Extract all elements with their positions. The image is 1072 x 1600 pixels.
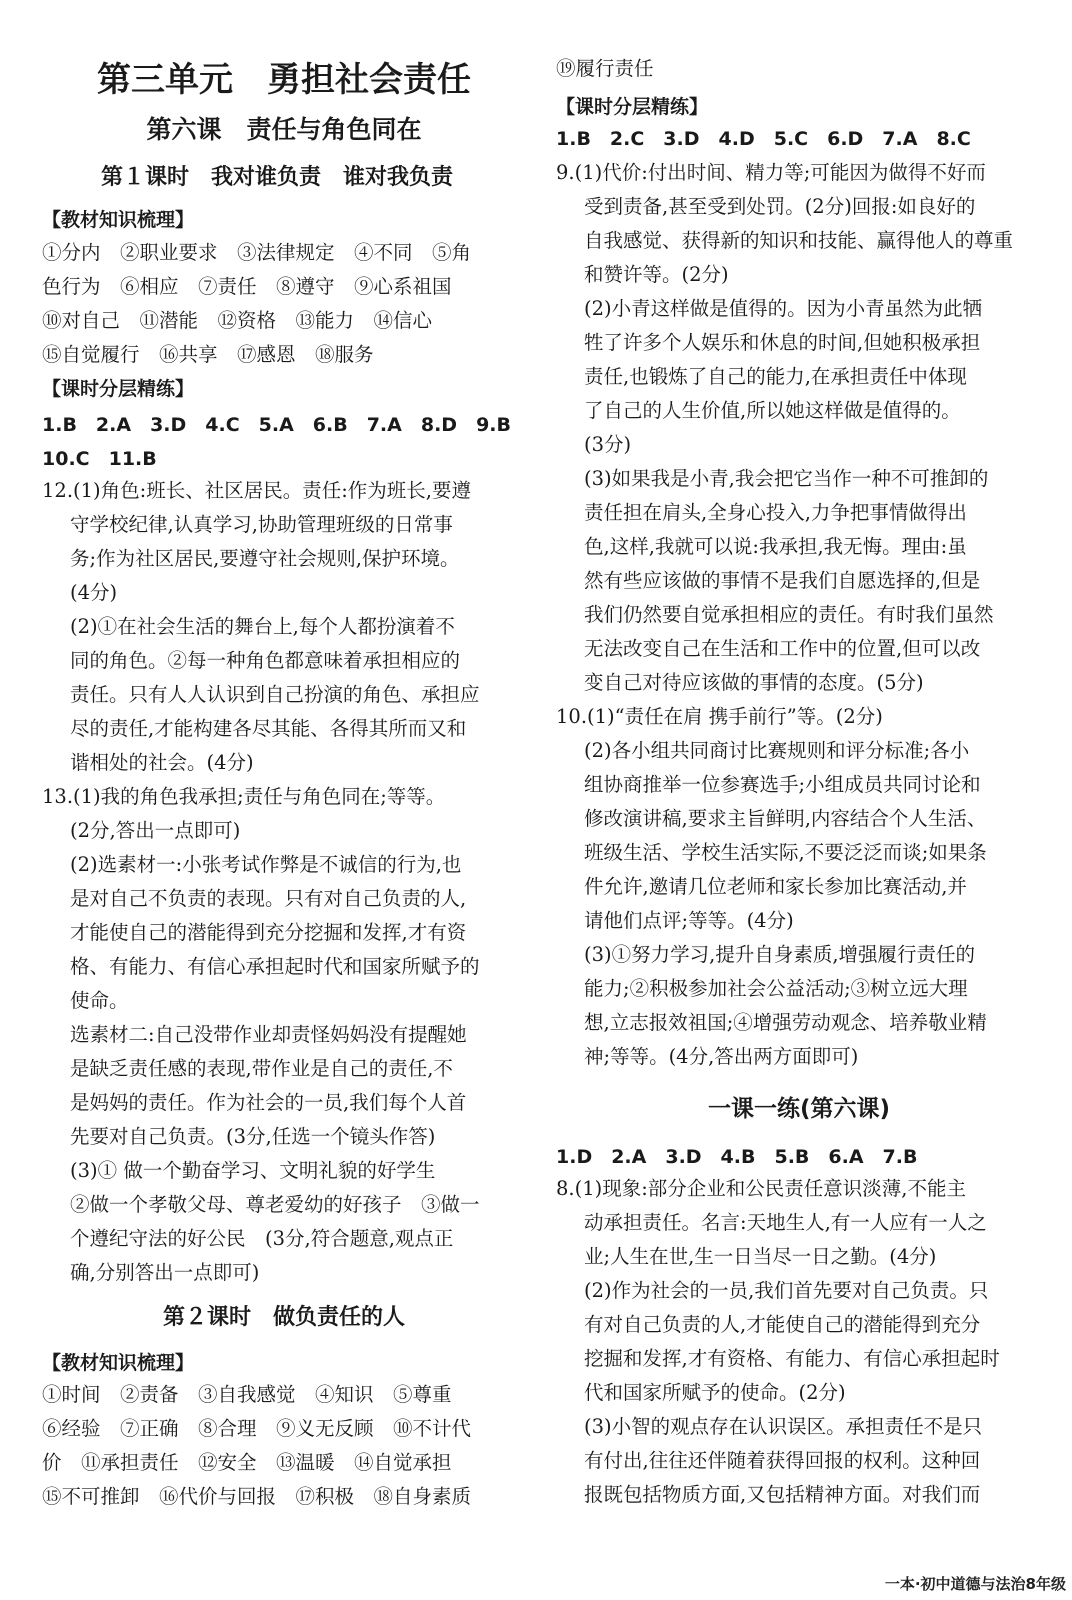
text-line: 受到责备,甚至受到处罚。(2分)回报:如良好的 [584, 195, 976, 218]
text-line: 有对自己负责的人,才能使自己的潜能得到充分 [584, 1313, 981, 1336]
answer-line: 10.C 11.B [42, 448, 157, 470]
text-line: 选素材二:自己没带作业却责怪妈妈没有提醒她 [70, 1023, 467, 1046]
practice-title: 一课一练(第六课) [707, 1096, 891, 1122]
text-line: 然有些应该做的事情不是我们自愿选择的,但是 [584, 569, 981, 592]
text-line: (2)①在社会生活的舞台上,每个人都扮演着不 [70, 615, 455, 638]
text-line: 8.(1)现象:部分企业和公民责任意识淡薄,不能主 [556, 1177, 966, 1200]
knowledge-line: ⑮自觉履行 ⑯共享 ⑰感恩 ⑱服务 [42, 343, 374, 366]
text-line: (3分) [584, 433, 632, 456]
text-line: 13.(1)我的角色我承担;责任与角色同在;等等。 [42, 785, 446, 808]
section-heading: 【教材知识梳理】 [42, 1352, 195, 1374]
text-line: 10.(1)“责任在肩 携手前行”等。(2分) [556, 705, 883, 728]
text-line: (3)① 做一个勤奋学习、文明礼貌的好学生 [70, 1159, 436, 1182]
text-line: 9.(1)代价:付出时间、精力等;可能因为做得不好而 [556, 161, 986, 184]
knowledge-line: ⑲履行责任 [556, 57, 654, 80]
period1-title: 第１课时 我对谁负责 谁对我负责 [100, 165, 453, 190]
text-line: 了自己的人生价值,所以她这样做是值得的。 [584, 399, 961, 422]
text-line: (4分) [70, 581, 118, 604]
text-line: 挖掘和发挥,才有资格、有能力、有信心承担起时 [584, 1347, 1000, 1370]
section-heading: 【教材知识梳理】 [42, 209, 195, 231]
text-line: 能力;②积极参加社会公益活动;③树立远大理 [584, 977, 968, 1000]
text-line: 责任,也锻炼了自己的能力,在承担责任中体现 [584, 365, 967, 388]
text-line: 使命。 [70, 989, 129, 1012]
text-line: 无法改变自己在生活和工作中的位置,但可以改 [584, 637, 981, 660]
text-line: 确,分别答出一点即可) [70, 1261, 260, 1284]
text-line: 代和国家所赋予的使命。(2分) [584, 1381, 846, 1404]
text-line: 先要对自己负责。(3分,任选一个镜头作答) [70, 1125, 436, 1148]
text-line: 修改演讲稿,要求主旨鲜明,内容结合个人生活、 [584, 807, 987, 830]
text-line: 报既包括物质方面,又包括精神方面。对我们而 [584, 1483, 981, 1506]
text-line: 守学校纪律,认真学习,协助管理班级的日常事 [70, 513, 453, 536]
text-line: 有付出,往往还伴随着获得回报的权利。这种回 [584, 1449, 981, 1472]
text-line: (3)①努力学习,提升自身素质,增强履行责任的 [584, 943, 976, 966]
lesson-title: 第六课 责任与角色同在 [146, 115, 422, 144]
text-line: 是缺乏责任感的表现,带作业是自己的责任,不 [70, 1057, 453, 1080]
text-line: 个遵纪守法的好公民 (3分,符合题意,观点正 [70, 1227, 454, 1250]
section-heading: 【课时分层精练】 [42, 378, 195, 400]
answer-line: 1.D 2.A 3.D 4.B 5.B 6.A 7.B [556, 1146, 918, 1168]
text-line: 和赞许等。(2分) [584, 263, 729, 286]
text-line: 同的角色。②每一种角色都意味着承担相应的 [70, 649, 461, 672]
knowledge-line: ⑥经验 ⑦正确 ⑧合理 ⑨义无反顾 ⑩不计代 [42, 1417, 472, 1440]
text-line: 才能使自己的潜能得到充分挖掘和发挥,才有资 [70, 921, 467, 944]
text-line: 色,这样,我就可以说:我承担,我无悔。理由:虽 [584, 535, 967, 558]
text-line: 班级生活、学校生活实际,不要泛泛而谈;如果条 [584, 841, 987, 864]
text-line: 牲了许多个人娱乐和休息的时间,但她积极承担 [584, 331, 981, 354]
text-line: 我们仍然要自觉承担相应的责任。有时我们虽然 [584, 603, 994, 626]
knowledge-line: 价 ⑪承担责任 ⑫安全 ⑬温暖 ⑭自觉承担 [42, 1451, 452, 1474]
text-line: 谐相处的社会。(4分) [70, 751, 254, 774]
text-line: 动承担责任。名言:天地生人,有一人应有一人之 [584, 1211, 987, 1234]
text-line: 件允许,邀请几位老师和家长参加比赛活动,并 [584, 875, 967, 898]
text-line: 组协商推举一位参赛选手;小组成员共同讨论和 [584, 773, 981, 796]
text-line: 是妈妈的责任。作为社会的一员,我们每个人首 [70, 1091, 467, 1114]
page-footer: 一本·初中道德与法治8年级 [884, 1575, 1066, 1593]
answer-line: 1.B 2.A 3.D 4.C 5.A 6.B 7.A 8.D 9.B [42, 414, 511, 436]
text-line: 请他们点评;等等。(4分) [584, 909, 794, 932]
knowledge-line: ①分内 ②职业要求 ③法律规定 ④不同 ⑤角 [42, 241, 472, 264]
text-line: 变自己对待应该做的事情的态度。(5分) [584, 671, 924, 694]
text-line: 12.(1)角色:班长、社区居民。责任:作为班长,要遵 [42, 479, 471, 502]
text-line: 自我感觉、获得新的知识和技能、赢得他人的尊重 [584, 229, 1014, 252]
knowledge-line: ①时间 ②责备 ③自我感觉 ④知识 ⑤尊重 [42, 1383, 452, 1406]
text-line: 责任担在肩头,全身心投入,力争把事情做得出 [584, 501, 967, 524]
text-line: ②做一个孝敬父母、尊老爱幼的好孩子 ③做一 [70, 1193, 480, 1216]
text-line: 神;等等。(4分,答出两方面即可) [584, 1045, 859, 1068]
unit-title: 第三单元 勇担社会责任 [97, 60, 471, 100]
text-line: (3)小智的观点存在认识误区。承担责任不是只 [584, 1415, 983, 1438]
knowledge-line: 色行为 ⑥相应 ⑦责任 ⑧遵守 ⑨心系祖国 [42, 275, 452, 298]
period2-title: 第２课时 做负责任的人 [162, 1305, 405, 1330]
text-line: 务;作为社区居民,要遵守社会规则,保护环境。 [70, 547, 460, 570]
text-line: (2)选素材一:小张考试作弊是不诚信的行为,也 [70, 853, 462, 876]
text-line: (2)各小组共同商讨比赛规则和评分标准;各小 [584, 739, 970, 762]
text-line: 是对自己不负责的表现。只有对自己负责的人, [70, 887, 467, 910]
knowledge-line: ⑩对自己 ⑪潜能 ⑫资格 ⑬能力 ⑭信心 [42, 309, 433, 332]
text-line: 想,立志报效祖国;④增强劳动观念、培养敬业精 [584, 1011, 987, 1034]
text-line: 责任。只有人人认识到自己扮演的角色、承担应 [70, 683, 480, 706]
text-line: (2)小青这样做是值得的。因为小青虽然为此牺 [584, 297, 983, 320]
text-line: 格、有能力、有信心承担起时代和国家所赋予的 [70, 955, 480, 978]
text-line: (3)如果我是小青,我会把它当作一种不可推卸的 [584, 467, 989, 490]
text-line: (2分,答出一点即可) [70, 819, 241, 842]
text-line: 尽的责任,才能构建各尽其能、各得其所而又和 [70, 717, 467, 740]
text-line: (2)作为社会的一员,我们首先要对自己负责。只 [584, 1279, 989, 1302]
answer-line: 1.B 2.C 3.D 4.D 5.C 6.D 7.A 8.C [556, 128, 971, 150]
text-line: 业;人生在世,生一日当尽一日之勤。(4分) [584, 1245, 937, 1268]
section-heading: 【课时分层精练】 [556, 96, 709, 118]
knowledge-line: ⑮不可推卸 ⑯代价与回报 ⑰积极 ⑱自身素质 [42, 1485, 472, 1508]
